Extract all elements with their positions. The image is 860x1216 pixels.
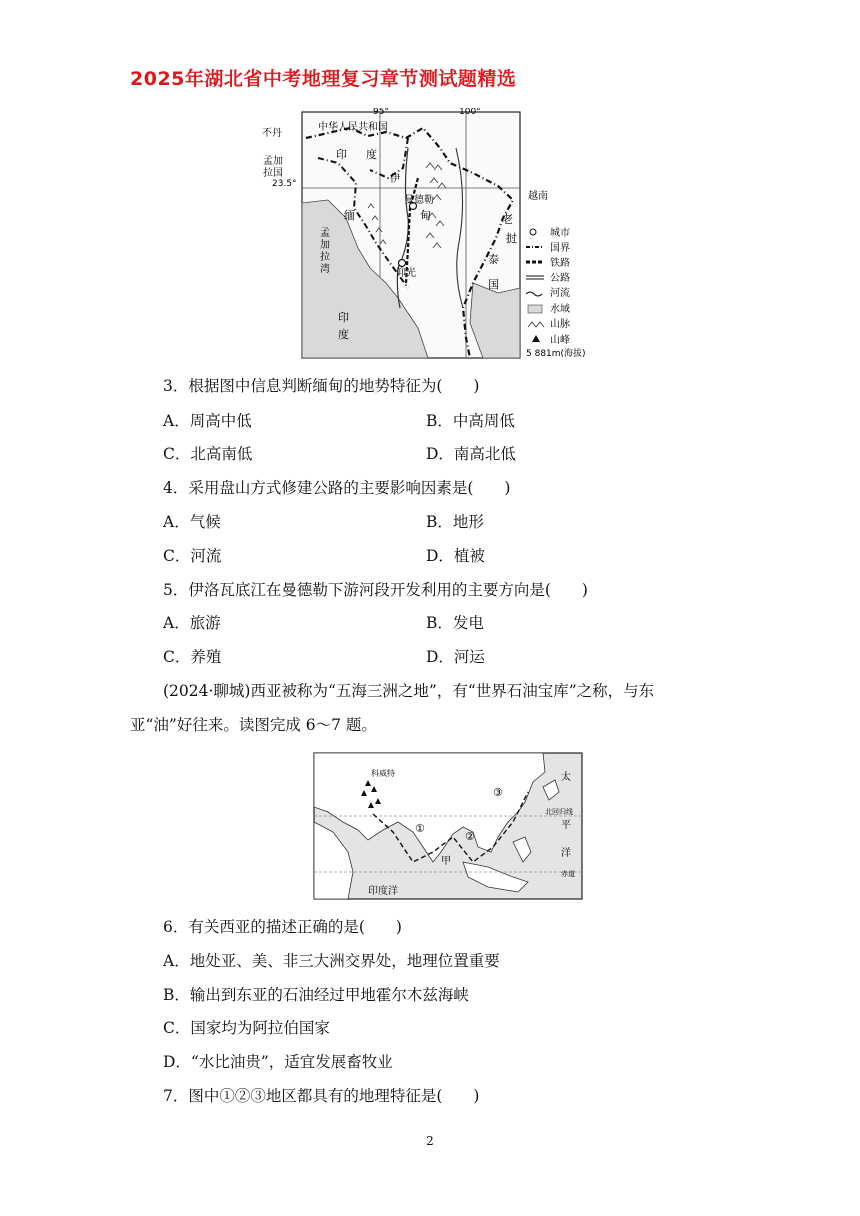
legend-peak-note: 5 881m(海拔) bbox=[526, 349, 586, 359]
legend-road: 公路 bbox=[550, 273, 570, 284]
label-thailand-2: 国 bbox=[488, 278, 499, 291]
label-bay-4: 湾 bbox=[320, 264, 330, 275]
label-india-islands-2: 度 bbox=[338, 328, 349, 341]
label-india-islands-1: 印 bbox=[338, 311, 349, 324]
marker-2: ② bbox=[465, 830, 475, 843]
legend-river: 河流 bbox=[550, 288, 570, 299]
legend-peak: 山峰 bbox=[550, 335, 570, 346]
q5-option-a: A．旅游 bbox=[163, 614, 221, 632]
q3-option-a: A．周高中低 bbox=[163, 412, 252, 430]
q6-stem: 6．有关西亚的描述正确的是( ) bbox=[163, 918, 402, 936]
west-asia-map bbox=[313, 752, 583, 900]
document-header: 2025年湖北省中考地理复习章节测试题精选 bbox=[130, 68, 517, 90]
label-bangladesh-1: 孟加 bbox=[263, 156, 283, 167]
label-myanmar-2: 甸 bbox=[420, 209, 431, 222]
lon-95-label: 95° bbox=[373, 108, 389, 117]
legend-water: 水域 bbox=[550, 304, 570, 315]
q7-stem: 7．图中①②③地区都具有的地理特征是( ) bbox=[163, 1087, 480, 1105]
q6-option-d: D．“水比油贵”，适宜发展畜牧业 bbox=[163, 1053, 393, 1071]
lat-label: 23.5° bbox=[272, 179, 297, 189]
label-yi: 伊 bbox=[390, 174, 400, 185]
q5-option-c: C．养殖 bbox=[163, 648, 222, 666]
label-vietnam: 越南 bbox=[528, 191, 548, 202]
q4-stem: 4．采用盘山方式修建公路的主要影响因素是( ) bbox=[163, 479, 511, 497]
page-number: 2 bbox=[426, 1134, 434, 1148]
label-laos-2: 挝 bbox=[506, 232, 517, 245]
legend-railway: 铁路 bbox=[550, 258, 570, 269]
q4-option-a: A．气候 bbox=[163, 513, 221, 531]
label-laos-1: 老 bbox=[502, 213, 513, 226]
q4-option-b: B．地形 bbox=[426, 513, 484, 531]
q3-stem: 3．根据图中信息判断缅甸的地势特征为( ) bbox=[163, 377, 480, 395]
map1-legend bbox=[526, 226, 586, 359]
label-tropic: 北回归线 bbox=[545, 808, 573, 816]
q6-option-a: A．地处亚、美、非三大洲交界处，地理位置重要 bbox=[163, 952, 500, 970]
label-thailand-1: 泰 bbox=[488, 253, 499, 266]
label-bay-1: 孟 bbox=[320, 228, 330, 239]
label-bangladesh-2: 拉国 bbox=[263, 168, 283, 179]
label-bay-2: 加 bbox=[320, 240, 330, 251]
myanmar-map bbox=[258, 108, 608, 363]
intro-line-1: (2024·聊城)西亚被称为“五海三洲之地”，有“世界石油宝库”之称，与东 bbox=[163, 682, 655, 700]
label-india-1: 印 bbox=[336, 148, 347, 161]
marker-1: ① bbox=[415, 822, 425, 835]
legend-border: 国界 bbox=[550, 243, 570, 254]
intro-line-2: 亚“油”好往来。读图完成 6～7 题。 bbox=[130, 716, 377, 734]
label-myanmar-1: 缅 bbox=[344, 209, 355, 222]
label-india-2: 度 bbox=[366, 148, 377, 161]
legend-mountain: 山脉 bbox=[550, 319, 570, 330]
label-bay-3: 拉 bbox=[320, 252, 330, 263]
label-jia: 甲 bbox=[441, 856, 451, 867]
legend-city: 城市 bbox=[550, 228, 570, 239]
marker-3: ③ bbox=[493, 786, 503, 799]
q4-option-c: C．河流 bbox=[163, 547, 222, 565]
q3-option-d: D．南高北低 bbox=[426, 445, 516, 463]
label-china: 中华人民共和国 bbox=[318, 122, 388, 133]
q3-option-c: C．北高南低 bbox=[163, 445, 253, 463]
q5-option-b: B．发电 bbox=[426, 614, 484, 632]
label-pacific-1: 太 bbox=[561, 772, 571, 783]
label-yangon: 仰光 bbox=[396, 268, 416, 279]
q4-option-d: D．植被 bbox=[426, 547, 485, 565]
label-pacific-2: 平 bbox=[561, 820, 571, 831]
label-bhutan: 不丹 bbox=[262, 128, 282, 139]
label-pacific-3: 洋 bbox=[561, 848, 571, 859]
q5-option-d: D．河运 bbox=[426, 648, 485, 666]
q5-stem: 5．伊洛瓦底江在曼德勒下游河段开发利用的主要方向是( ) bbox=[163, 581, 588, 599]
label-mandalay: 曼德勒 bbox=[404, 195, 434, 206]
label-equator: 赤道 bbox=[561, 870, 575, 878]
lon-100-label: 100° bbox=[459, 108, 481, 117]
label-kuwait: 科威特 bbox=[371, 769, 395, 778]
q6-option-c: C．国家均为阿拉伯国家 bbox=[163, 1019, 330, 1037]
q3-option-b: B．中高周低 bbox=[426, 412, 515, 430]
q6-option-b: B．输出到东亚的石油经过甲地霍尔木兹海峡 bbox=[163, 986, 469, 1004]
label-indian-ocean: 印度洋 bbox=[368, 886, 398, 897]
